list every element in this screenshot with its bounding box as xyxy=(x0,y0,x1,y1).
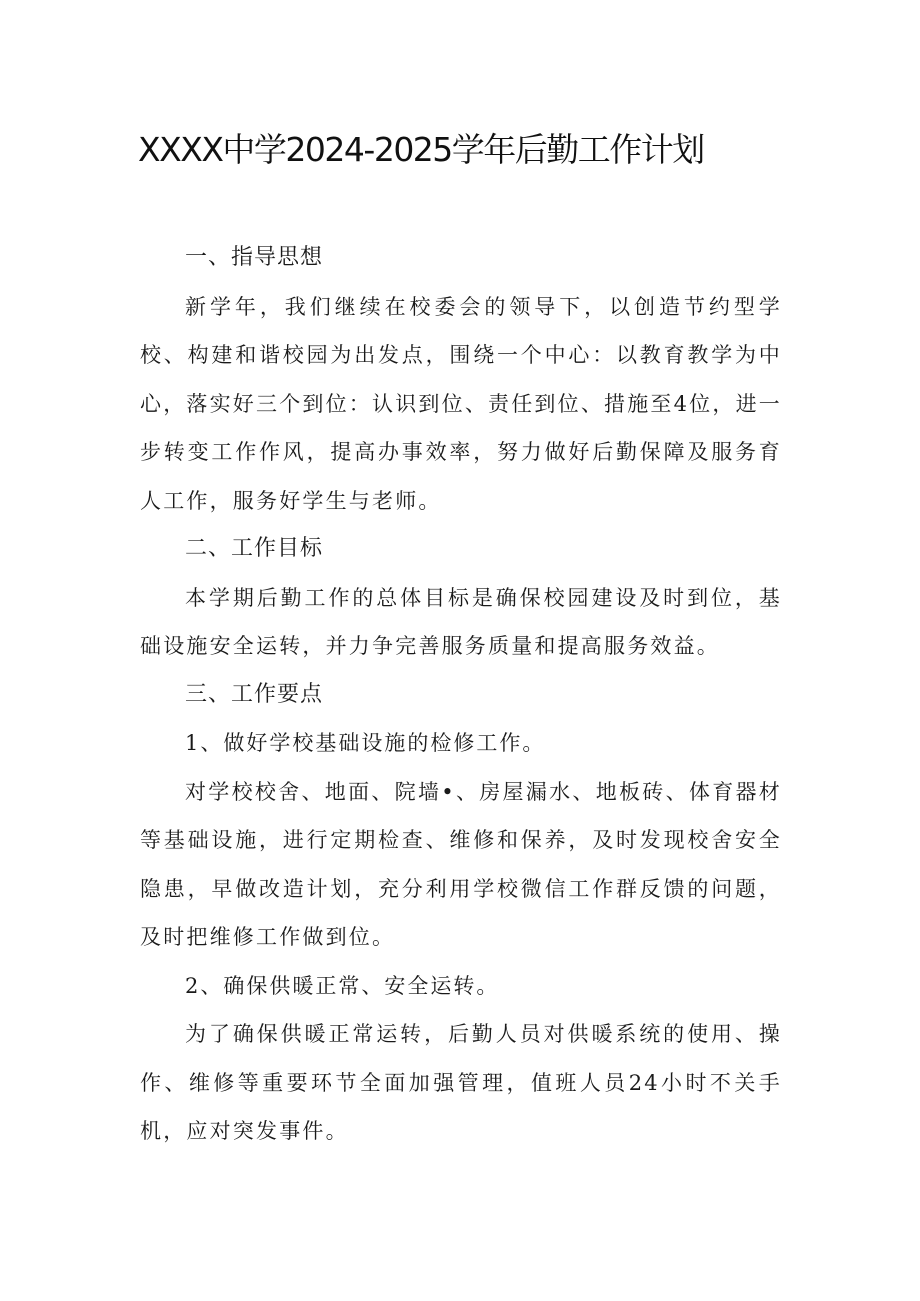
section-heading-guiding-ideology: 一、指导思想 xyxy=(185,245,324,270)
document-title: XXXX中学2024-2025学年后勤工作计划 xyxy=(138,130,704,169)
paragraph-work-goals: 本学期后勤工作的总体目标是确保校园建设及时到位，基础设施安全运转，并力争完善服务质量和提高服务效益。 xyxy=(140,585,782,658)
paragraph-guiding-ideology: 新学年，我们继续在校委会的领导下，以创造节约型学校、构建和谐校园为出发点，围绕一个中心：以教育教学为中心，落实好三个到位：认识到位、责任到位、措施至4位，进一步转变工作作风，提高办事效率，努力做好后勤保障及服务育人工作，服务好学生与老师。 xyxy=(140,294,782,513)
section-heading-work-points: 三、工作要点 xyxy=(185,681,324,707)
item-text-heating: 为了确保供暖正常运转，后勤人员对供暖系统的使用、操作、维修等重要环节全面加强管理，值班人员24小时不关手机，应对突发事件。 xyxy=(140,1022,782,1143)
document-body xyxy=(140,234,782,1156)
section-heading-work-goals: 二、工作目标 xyxy=(185,536,324,561)
item-text-facility-maintenance: 对学校校舍、地面、院墙•、房屋漏水、地板砖、体育器材等基础设施，进行定期检查、维修和保养，及时发现校舍安全隐患，早做改造计划，充分利用学校微信工作群反馈的问题，及时把维修工作做到位。 xyxy=(140,779,782,949)
item-title-heating: 2、确保供暖正常、安全运转。 xyxy=(185,973,500,998)
item-title-facility-maintenance: 1、做好学校基础设施的检修工作。 xyxy=(185,731,546,755)
